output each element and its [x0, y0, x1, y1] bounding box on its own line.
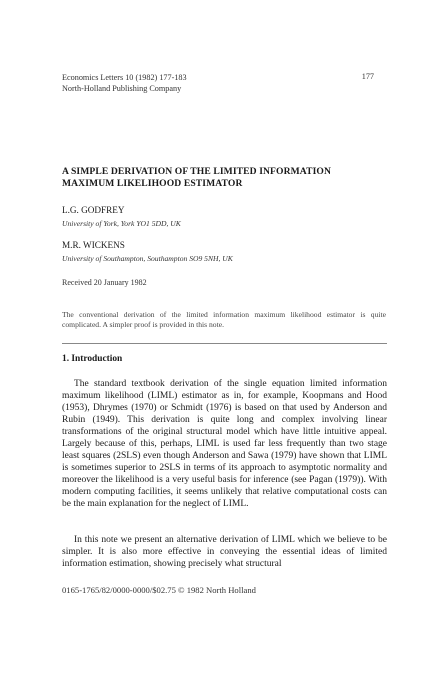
abstract: The conventional derivation of the limited information maximum likelihood estimator is quite complicated. A simpler proof is provided in this note. — [62, 310, 386, 329]
journal-header — [62, 72, 187, 94]
journal-citation: Economics Letters 10 (1982) 177-183 — [62, 73, 187, 82]
title-line-2: MAXIMUM LIKELIHOOD ESTIMATOR — [62, 178, 243, 189]
publisher-line: North-Holland Publishing Company — [62, 84, 182, 93]
paragraph-text: The standard textbook derivation of the single equation limited information maximum likelihood (LIML) estimator as in, for example, Koopmans and Hood (1953), Dhrymes (1970) or Schmidt (1976) is based on that used by Anderson and Rubin (1949). This derivation is quite long and complex involving linear transformations of the original structural model which have little intuitive appeal. Largely because of this, perhaps, LIML is used far less frequently than two stage least squares (2SLS) even though Anderson and Sawa (1979) have shown that LIML is sometimes superior to 2SLS in terms of its approach to asymptotic normality and moreover the likelihood is a very useful basis for inference (see Pagan (1979)). With modern computing facilities, it seems unlikely that relative computational costs can be the main explanation for the neglect of LIML. — [62, 379, 387, 509]
copyright-footer: 0165-1765/82/0000-0000/$02.75 © 1982 North Holland — [62, 585, 256, 595]
received-date: Received 20 January 1982 — [62, 278, 147, 287]
author-affiliation: University of Southampton, Southampton SO9 5NH, UK — [62, 254, 233, 263]
author-affiliation: University of York, York YO1 5DD, UK — [62, 219, 181, 228]
page-number: 177 — [361, 72, 374, 81]
title-line-1: A SIMPLE DERIVATION OF THE LIMITED INFORMATION — [62, 166, 331, 177]
author-name: L.G. GODFREY — [62, 205, 125, 215]
section-heading: 1. Introduction — [62, 354, 123, 364]
author-name: M.R. WICKENS — [62, 240, 125, 250]
paragraph-text: In this note we present an alternative derivation of LIML which we believe to be simpler. It is also more effective in conveying the essential ideas of limited information estimation, showing precisely what structural — [62, 535, 387, 569]
body-paragraph — [62, 534, 387, 570]
body-paragraph — [62, 378, 387, 510]
paper-title — [62, 166, 392, 190]
divider — [62, 343, 387, 344]
